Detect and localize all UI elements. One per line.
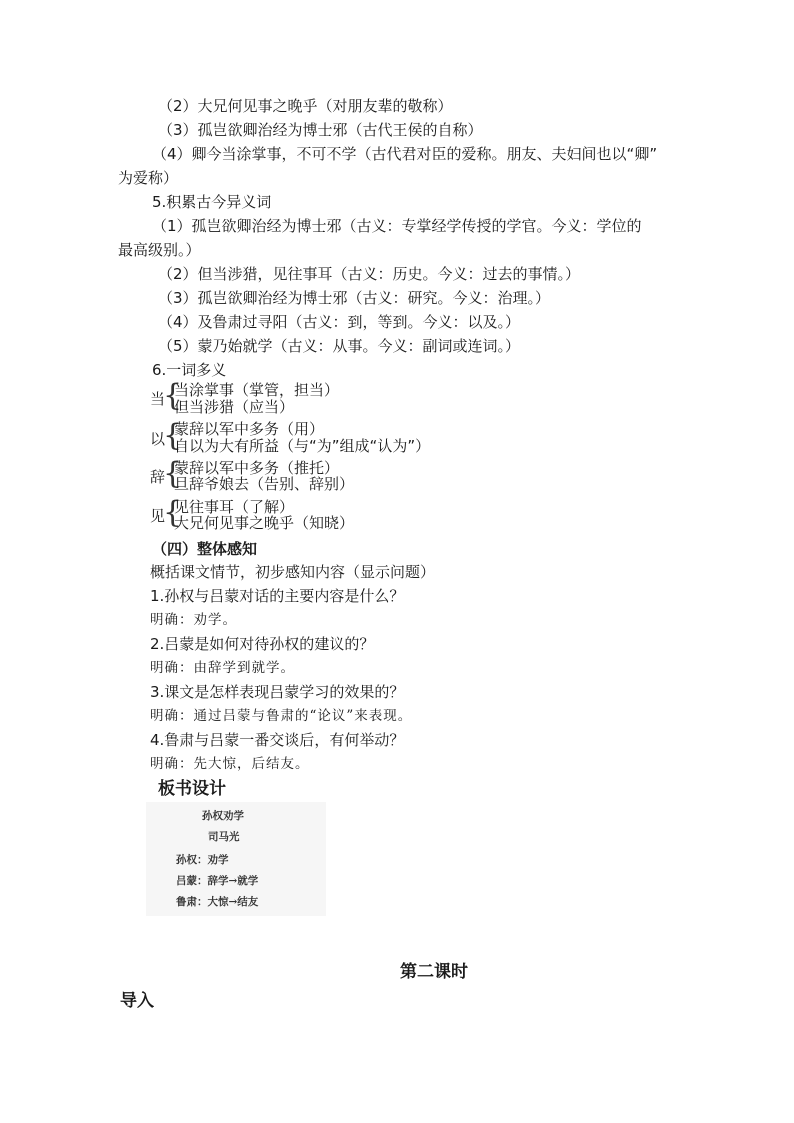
polysemy-item: 蒙辞以军中多务（推托） [174, 459, 340, 477]
text-line: （5）蒙乃始就学（古义：从事。今义：副词或连词。） [158, 337, 521, 355]
text-line: （2）但当涉猎，见往事耳（古义：历史。今义：过去的事情。） [158, 265, 581, 283]
board-title: 孙权劝学 [202, 810, 244, 822]
brace-icon: { [163, 418, 183, 453]
polysemy-item: 当涂掌事（掌管，担当） [174, 381, 340, 399]
board-image [146, 802, 326, 916]
text-line: 6.一词多义 [152, 361, 227, 379]
text-line: （4）及鲁肃过寻阳（古义：到，等到。今义：以及。） [158, 313, 521, 331]
answer: 明确：劝学。 [150, 612, 237, 628]
text-line: （4）卿今当涂掌事，不可不学（古代君对臣的爱称。朋友、夫妇间也以“卿” [152, 145, 658, 163]
question: 4.鲁肃与吕蒙一番交谈后，有何举动？ [150, 731, 405, 749]
polysemy-item: 蒙辞以军中多务（用） [174, 420, 325, 438]
polysemy-item: 大兄何见事之晚乎（知晓） [174, 514, 355, 532]
text-line: （3）孤岂欲卿治经为博士邪（古义：研究。今义：治理。） [158, 289, 551, 307]
text-line: 为爱称） [118, 169, 179, 187]
text-line: （1）孤岂欲卿治经为博士邪（古义：专掌经学传授的学官。今义：学位的 [152, 217, 642, 235]
brace-icon: { [163, 378, 183, 413]
polysemy-char: 见 [150, 507, 166, 525]
board-heading: 板书设计 [158, 779, 226, 799]
section-heading: （四）整体感知 [152, 540, 258, 558]
text-line: （3）孤岂欲卿治经为博士邪（古代王侯的自称） [158, 121, 483, 139]
question: 1.孙权与吕蒙对话的主要内容是什么？ [150, 587, 405, 605]
answer: 明确：通过吕蒙与鲁肃的“论议”来表现。 [150, 708, 413, 724]
section-intro: 概括课文情节，初步感知内容（显示问题） [150, 563, 436, 581]
polysemy-char: 以 [150, 430, 166, 448]
polysemy-item: 但当涉猎（应当） [174, 398, 295, 416]
brace-icon: { [163, 495, 183, 530]
board-row: 吕蒙：辞学→就学 [176, 875, 259, 887]
answer: 明确：由辞学到就学。 [150, 660, 295, 676]
text-line: 5.积累古今异义词 [152, 193, 272, 211]
answer: 明确：先大惊，后结友。 [150, 756, 310, 772]
polysemy-char: 当 [150, 390, 166, 408]
text-line: 最高级别。） [118, 241, 201, 259]
lesson-title: 第二课时 [400, 962, 468, 982]
text-line: （2）大兄何见事之晚乎（对朋友辈的敬称） [158, 97, 453, 115]
polysemy-item: 旦辞爷娘去（告别、辞别） [174, 475, 355, 493]
board-row: 孙权：劝学 [176, 854, 229, 866]
polysemy-item: 见往事耳（了解） [174, 498, 295, 516]
board-row: 鲁肃：大惊→结友 [176, 896, 259, 908]
brace-icon: { [163, 456, 183, 491]
polysemy-char: 辞 [150, 468, 166, 486]
lesson-subheading: 导入 [120, 991, 154, 1011]
question: 2.吕蒙是如何对待孙权的建议的？ [150, 635, 375, 653]
board-author: 司马光 [208, 831, 240, 843]
polysemy-item: 自以为大有所益（与“为”组成“认为”） [174, 437, 431, 455]
question: 3.课文是怎样表现吕蒙学习的效果的？ [150, 683, 405, 701]
